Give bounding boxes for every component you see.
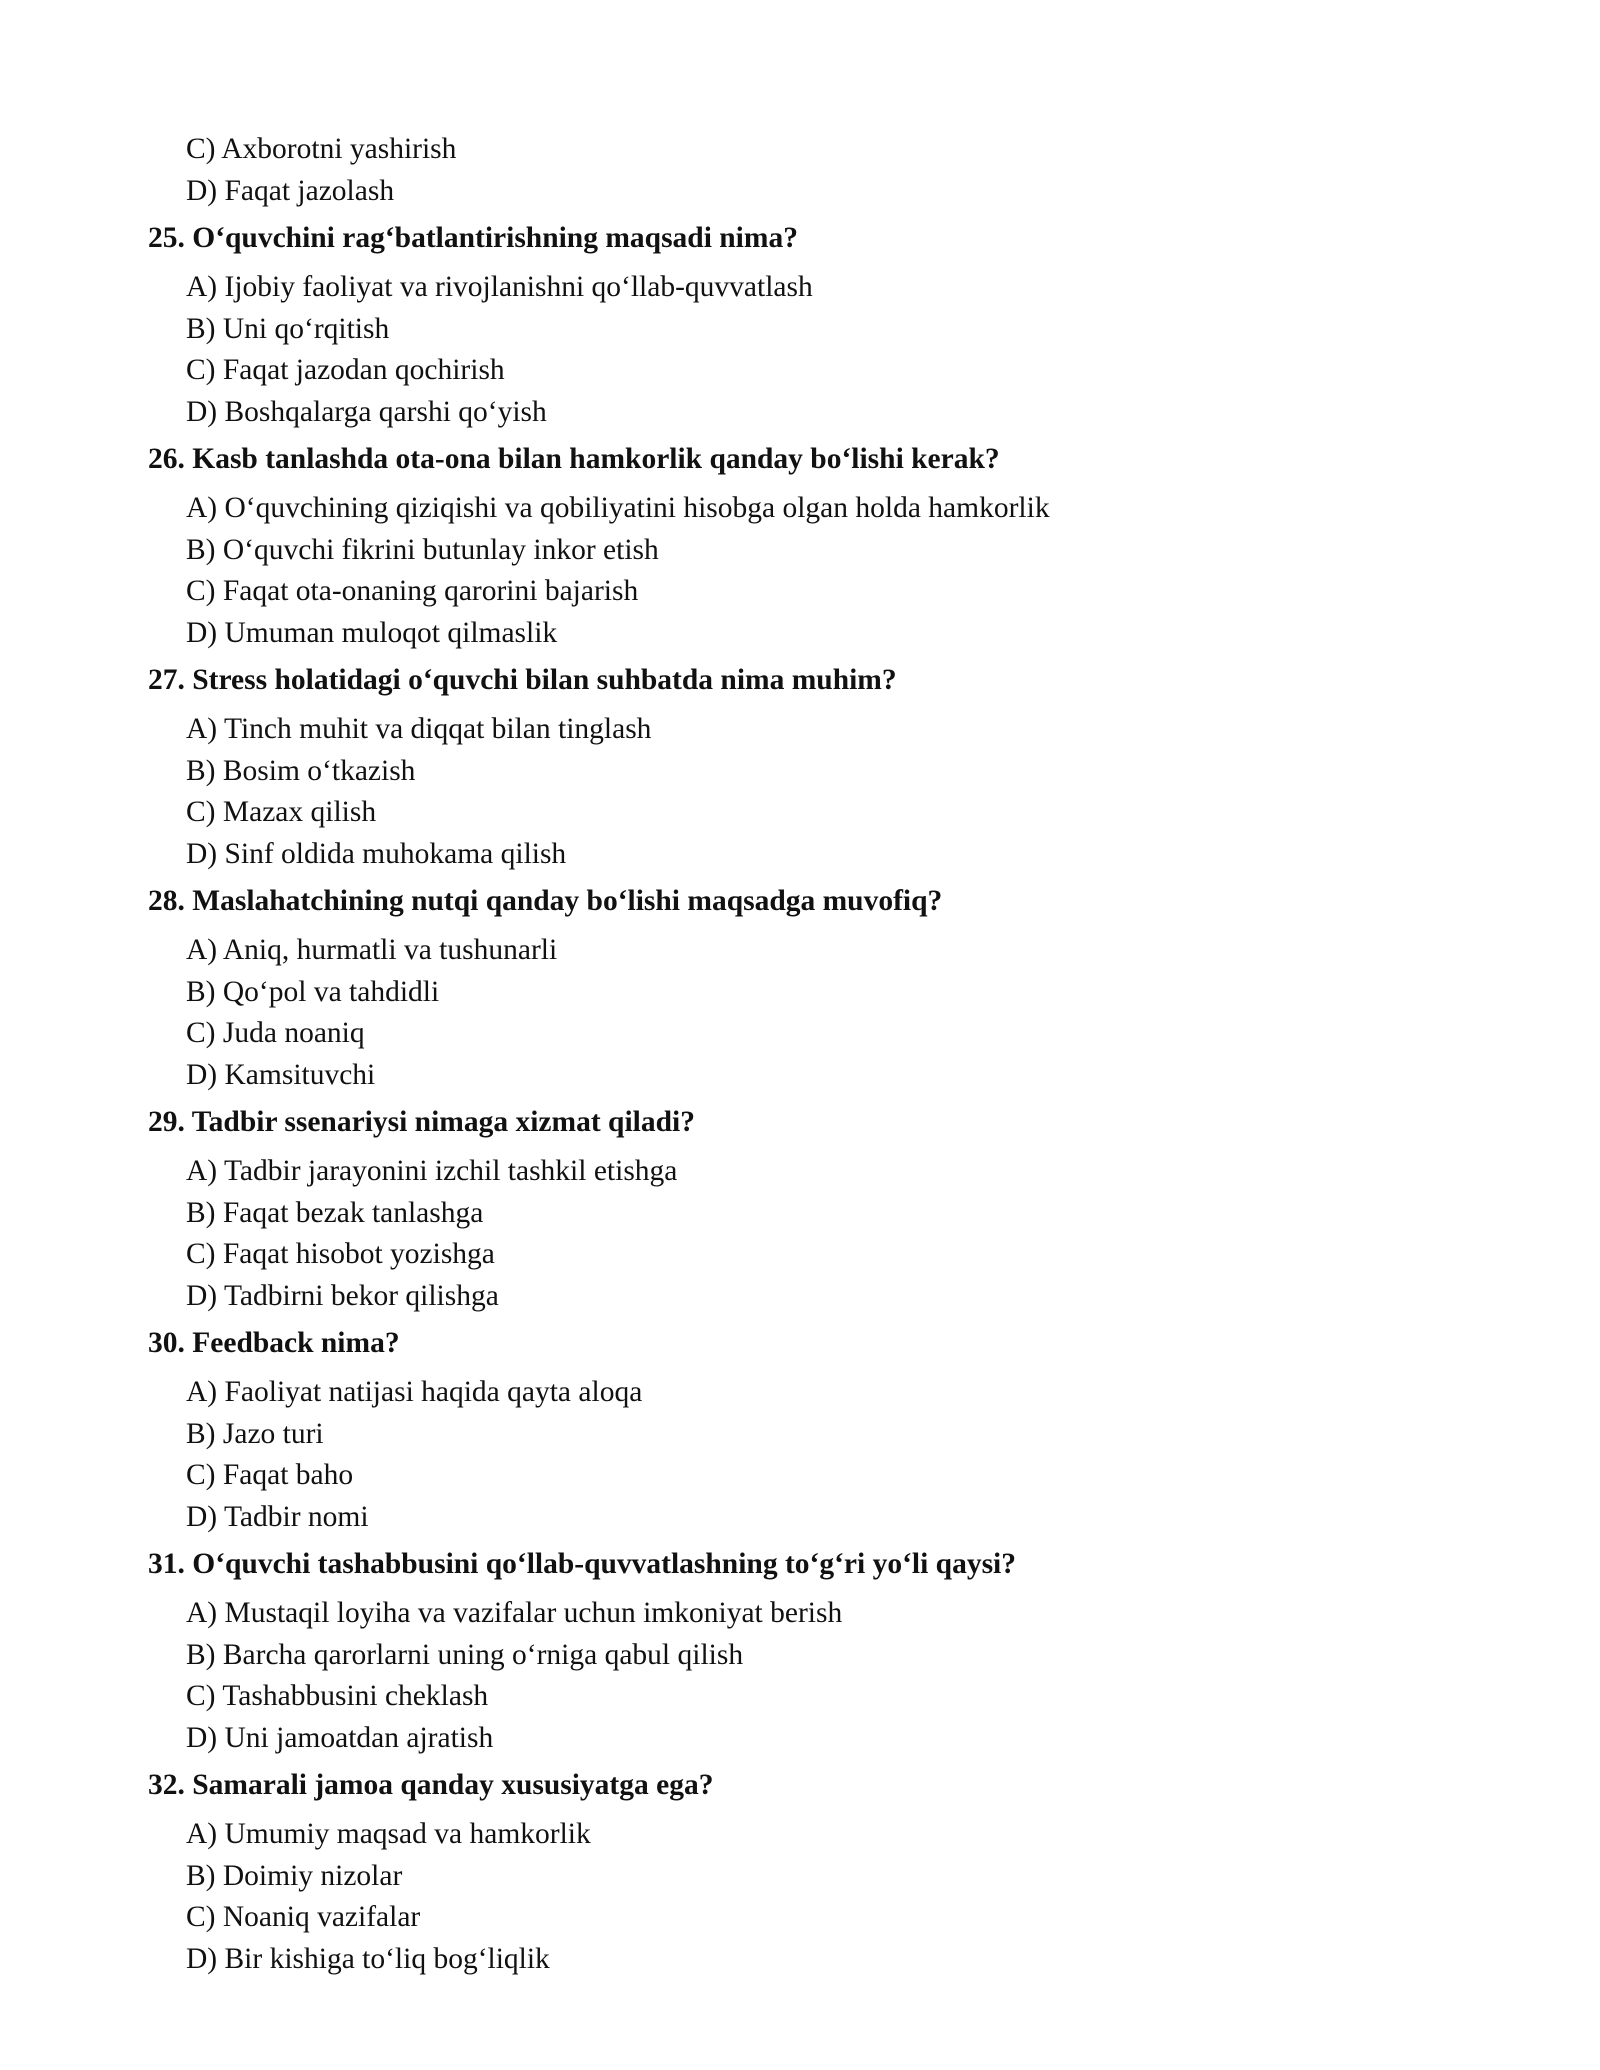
option-b: B) Barcha qarorlarni uning o‘rniga qabul qilish	[186, 1638, 744, 1671]
options-list	[148, 1593, 1448, 1759]
option-d: D) Bir kishiga to‘liq bog‘liqlik	[186, 1942, 550, 1975]
option-a: A) Tadbir jarayonini izchil tashkil etishga	[186, 1155, 678, 1187]
options-list	[148, 930, 1448, 1096]
leading-options	[148, 129, 1448, 212]
option-a: A) Ijobiy faoliyat va rivojlanishni qo‘llab-quvvatlash	[186, 271, 813, 303]
option-c: C) Juda noaniq	[186, 1017, 365, 1049]
question-30	[148, 1323, 1448, 1538]
option-a: A) Umumiy maqsad va hamkorlik	[186, 1818, 591, 1850]
question-32	[148, 1765, 1448, 1980]
question-28	[148, 881, 1448, 1096]
question-25	[148, 218, 1448, 433]
options-list	[148, 267, 1448, 433]
option-b: B) Doimiy nizolar	[186, 1859, 403, 1892]
question-31	[148, 1544, 1448, 1759]
option: D) Faqat jazolash	[186, 174, 395, 207]
option-d: D) Sinf oldida muhokama qilish	[186, 837, 567, 870]
option-d: D) Uni jamoatdan ajratish	[186, 1721, 494, 1754]
option-b: B) Faqat bezak tanlashga	[186, 1196, 484, 1229]
option-d: D) Kamsituvchi	[186, 1058, 376, 1091]
option-d: D) Tadbirni bekor qilishga	[186, 1279, 499, 1312]
option-a: A) Mustaqil loyiha va vazifalar uchun imkoniyat berish	[186, 1597, 843, 1629]
option-c: C) Faqat ota-onaning qarorini bajarish	[186, 575, 639, 607]
option-a: A) O‘quvchining qiziqishi va qobiliyatini hisobga olgan holda hamkorlik	[186, 492, 1050, 524]
question-text: 29. Tadbir ssenariysi nimaga xizmat qiladi?	[148, 1106, 695, 1138]
options-list	[148, 488, 1448, 654]
option-b: B) O‘quvchi fikrini butunlay inkor etish	[186, 533, 659, 566]
question-text: 31. O‘quvchi tashabbusini qo‘llab-quvvatlashning to‘g‘ri yo‘li qaysi?	[148, 1548, 1017, 1580]
option: C) Axborotni yashirish	[186, 133, 457, 165]
question-29	[148, 1102, 1448, 1317]
question-27	[148, 660, 1448, 875]
question-text: 27. Stress holatidagi o‘quvchi bilan suhbatda nima muhim?	[148, 664, 897, 696]
options-list	[148, 1814, 1448, 1980]
options-list	[148, 1372, 1448, 1538]
option-d: D) Boshqalarga qarshi qo‘yish	[186, 395, 547, 428]
option-c: C) Tashabbusini cheklash	[186, 1680, 489, 1712]
options-list	[148, 709, 1448, 875]
option-d: D) Umuman muloqot qilmaslik	[186, 616, 558, 649]
question-text: 30. Feedback nima?	[148, 1327, 400, 1359]
question-text: 32. Samarali jamoa qanday xususiyatga ega?	[148, 1769, 714, 1801]
options-list	[148, 1151, 1448, 1317]
option-a: A) Tinch muhit va diqqat bilan tinglash	[186, 713, 652, 745]
option-d: D) Tadbir nomi	[186, 1500, 369, 1533]
option-b: B) Qo‘pol va tahdidli	[186, 975, 440, 1008]
option-b: B) Uni qo‘rqitish	[186, 312, 390, 345]
option-a: A) Aniq, hurmatli va tushunarli	[186, 934, 558, 966]
option-b: B) Bosim o‘tkazish	[186, 754, 416, 787]
question-text: 26. Kasb tanlashda ota-ona bilan hamkorlik qanday bo‘lishi kerak?	[148, 443, 1000, 475]
option-a: A) Faoliyat natijasi haqida qayta aloqa	[186, 1376, 643, 1408]
option-c: C) Faqat jazodan qochirish	[186, 354, 505, 386]
option-c: C) Mazax qilish	[186, 796, 377, 828]
quiz-content	[148, 129, 1448, 1980]
option-c: C) Faqat hisobot yozishga	[186, 1238, 495, 1270]
option-b: B) Jazo turi	[186, 1417, 324, 1450]
question-26	[148, 439, 1448, 654]
option-c: C) Noaniq vazifalar	[186, 1901, 421, 1933]
question-text: 25. O‘quvchini rag‘batlantirishning maqsadi nima?	[148, 222, 798, 254]
question-text: 28. Maslahatchining nutqi qanday bo‘lishi maqsadga muvofiq?	[148, 885, 943, 917]
option-c: C) Faqat baho	[186, 1459, 354, 1491]
